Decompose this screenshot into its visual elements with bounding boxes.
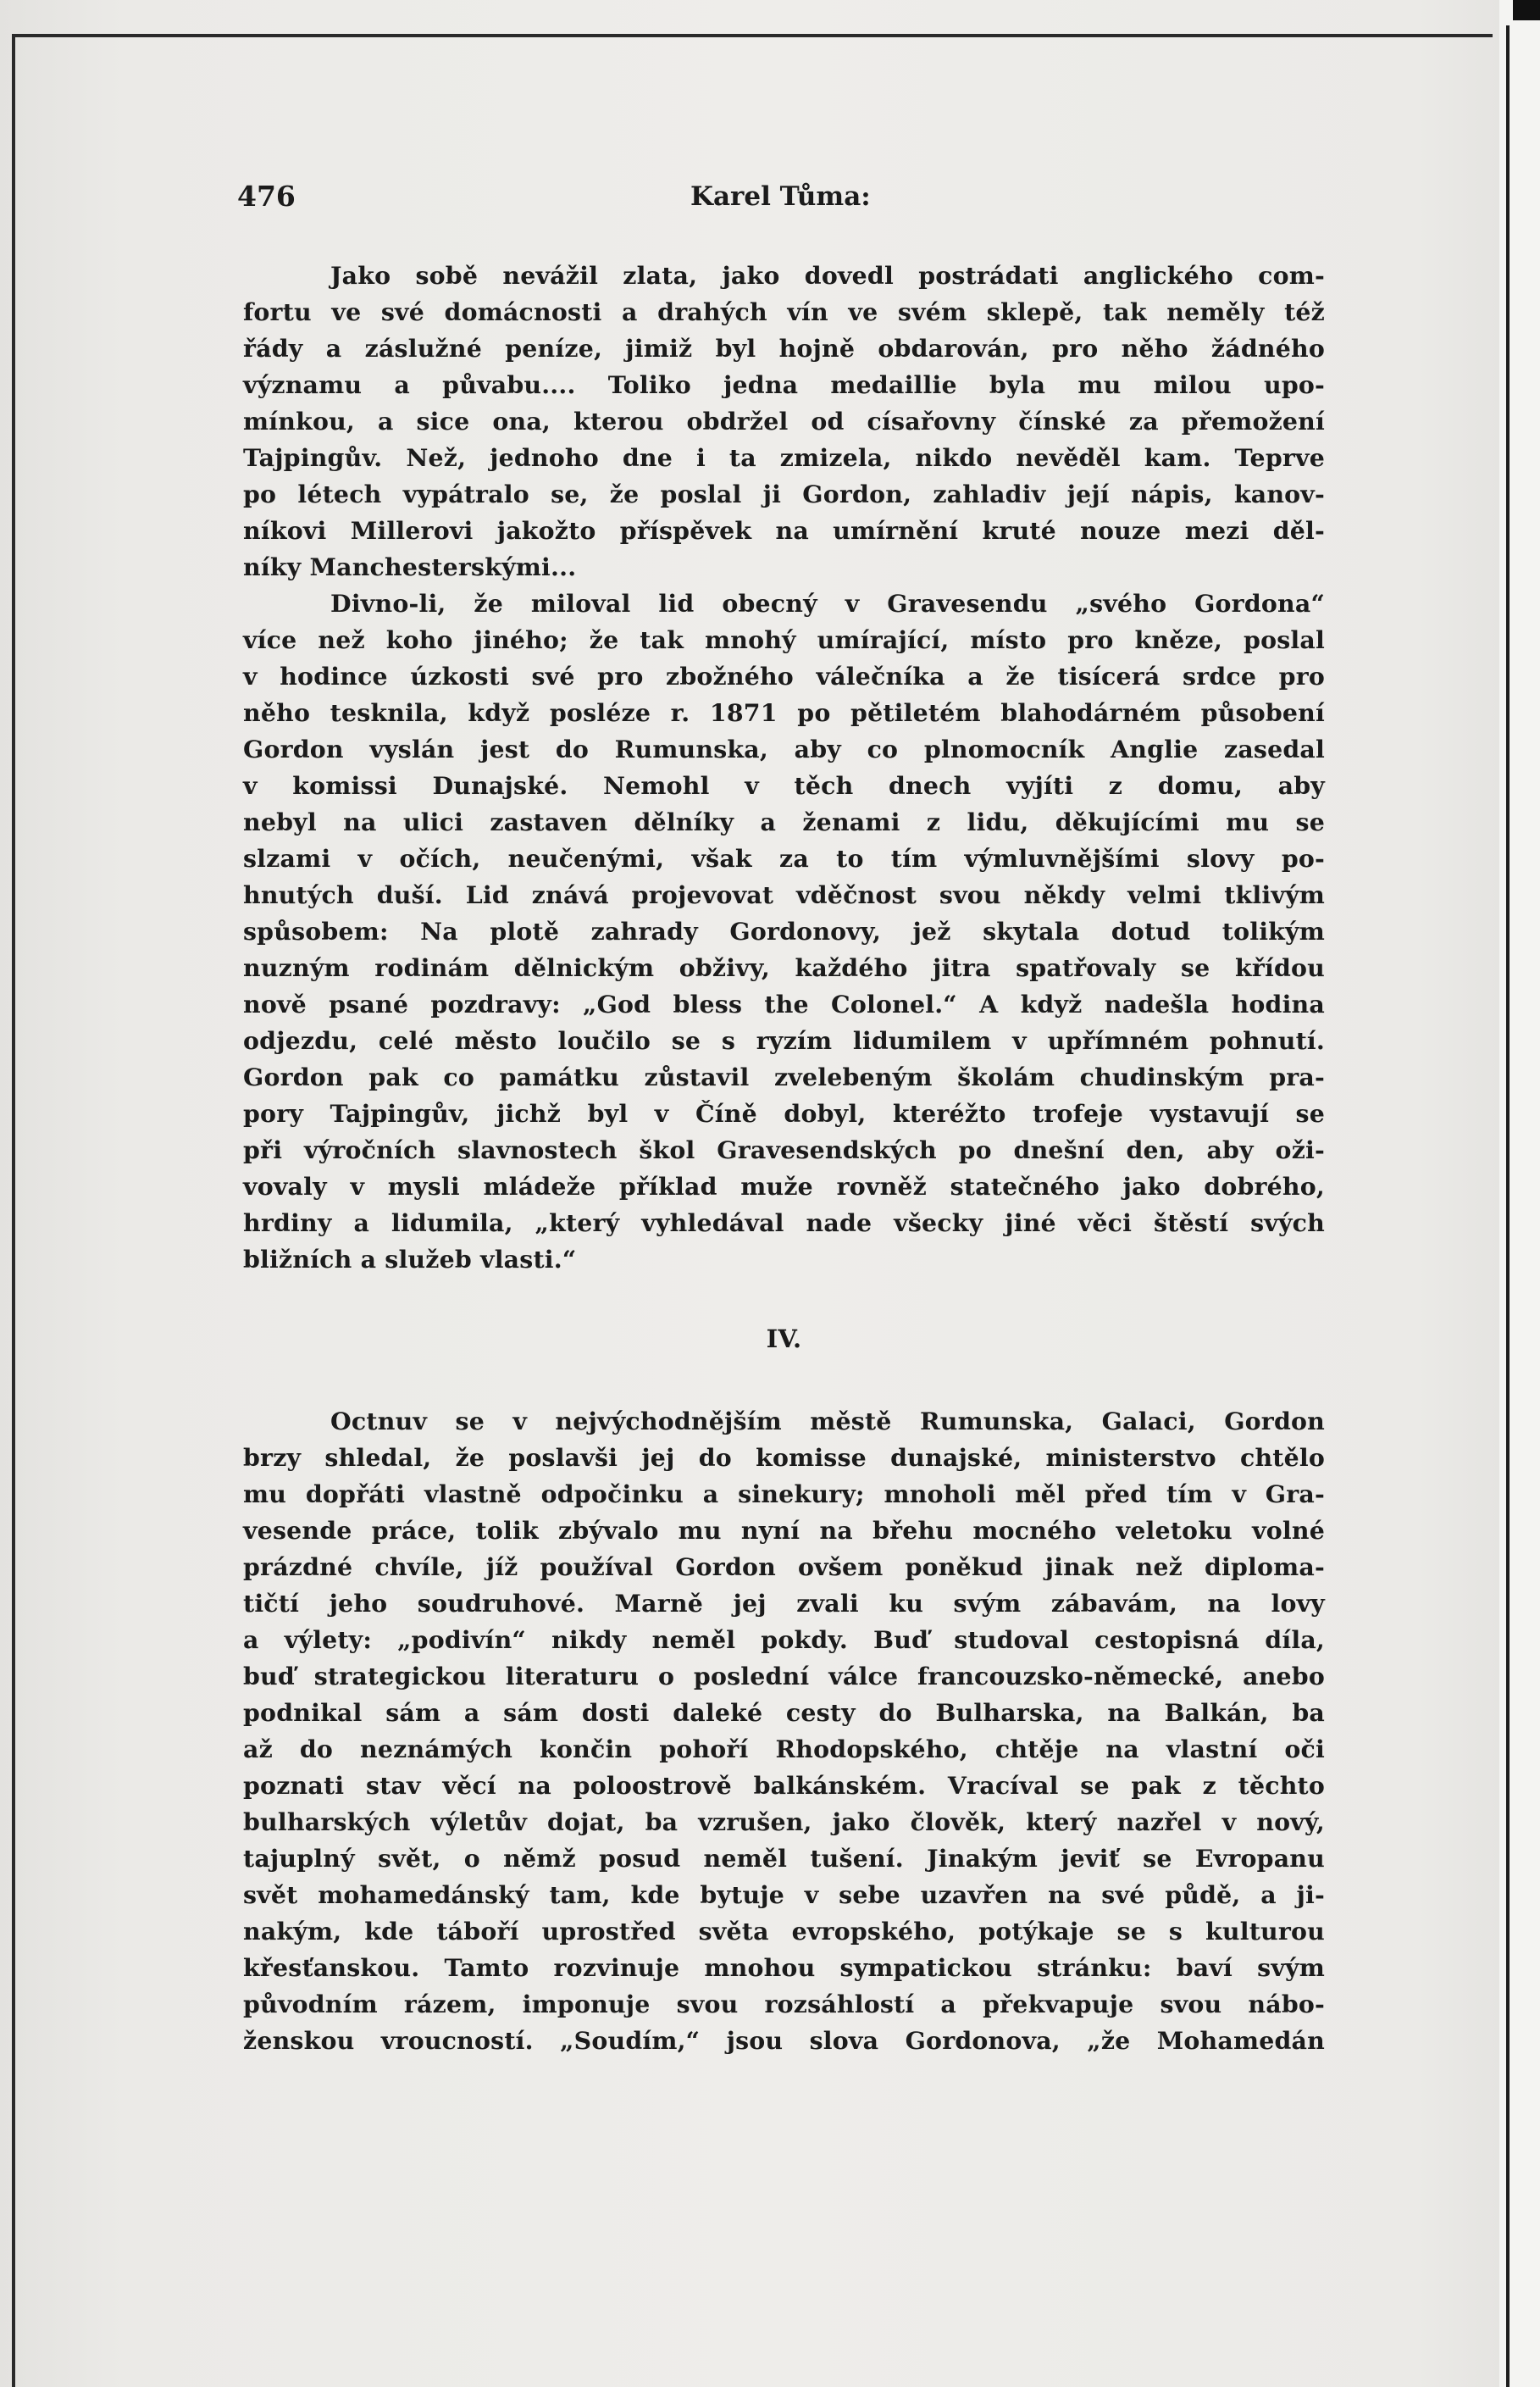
- text-line: níky Manchesterskými...: [243, 552, 577, 581]
- text-line: a výlety: „podivín“ nikdy neměl pokdy. Buď studoval cestopisná díla,: [243, 1625, 1325, 1654]
- running-header: [0, 180, 1540, 227]
- text-line: podnikal sám a sám dosti daleké cesty do Bulharska, na Balkán, ba: [243, 1698, 1325, 1727]
- text-line: nově psané pozdravy: „God bless the Colonel.“ A když nadešla hodina: [243, 990, 1325, 1019]
- text-line: až do neznámých končin pohoří Rhodopského, chtěje na vlastní oči: [243, 1735, 1325, 1763]
- text-line: v hodince úzkosti své pro zbožného válečníka a že tisícerá srdce pro: [243, 662, 1325, 691]
- page-number: 476: [237, 180, 296, 213]
- text-line: mínkou, a sice ona, kterou obdržel od císařovny čínské za přemožení: [243, 407, 1325, 436]
- header-author-title: Karel Tůma:: [690, 181, 871, 212]
- text-line: poznati stav věcí na poloostrově balkánském. Vracíval se pak z těchto: [243, 1771, 1325, 1800]
- text-line: svět mohamedánský tam, kde bytuje v sebe uzavřen na své půdě, a ji-: [243, 1880, 1325, 1909]
- text-line: nebyl na ulici zastaven dělníky a ženami z lidu, děkujícími mu se: [243, 808, 1325, 836]
- section-heading: IV.: [766, 1324, 802, 1353]
- text-line: vovaly v mysli mládeže příklad muže rovněž statečného jako dobrého,: [243, 1172, 1325, 1201]
- text-line: tajuplný svět, o němž posud neměl tušení. Jinakým jeviť se Evropanu: [243, 1844, 1325, 1873]
- text-line: více než koho jiného; že tak mnohý umírající, místo pro kněze, poslal: [243, 625, 1325, 654]
- paragraph-3: [243, 1403, 1325, 2059]
- scan-frame-left-border: [12, 34, 15, 2387]
- text-line: fortu ve své domácnosti a drahých vín ve svém sklepě, tak neměly též: [243, 297, 1325, 326]
- text-line: buď strategickou literaturu o poslední válce francouzsko-německé, anebo: [243, 1662, 1325, 1690]
- text-line: Gordon pak co památku zůstavil zvelebeným školám chudinským pra-: [243, 1063, 1325, 1091]
- scan-right-border: [1506, 25, 1510, 2387]
- text-line: hrdiny a lidumila, „který vyhledával nade všecky jiné věci štěstí svých: [243, 1208, 1325, 1237]
- text-line: při výročních slavnostech škol Gravesendských po dnešní den, aby oži-: [243, 1135, 1325, 1164]
- text-line: tičtí jeho soudruhové. Marně jej zvali ku svým zábavám, na lovy: [243, 1589, 1325, 1618]
- text-line: mu dopřáti vlastně odpočinku a sinekury; mnoholi měl před tím v Gra-: [243, 1479, 1325, 1508]
- text-line: Jako sobě nevážil zlata, jako dovedl postrádati anglického com-: [330, 261, 1325, 290]
- text-line: brzy shledal, že poslavši jej do komisse dunajské, ministerstvo chtělo: [243, 1443, 1325, 1472]
- text-line: Divno-li, že miloval lid obecný v Gravesendu „svého Gordona“: [330, 589, 1325, 618]
- text-line: Tajpingův. Než, jednoho dne i ta zmizela, nikdo nevěděl kam. Teprve: [243, 443, 1325, 472]
- text-line: řády a záslužné peníze, jimiž byl hojně obdarován, pro něho žádného: [243, 334, 1325, 363]
- text-line: hnutých duší. Lid znává projevovat vděčnost svou někdy velmi tklivým: [243, 880, 1325, 909]
- text-line: nakým, kde táboří uprostřed světa evropského, potýkaje se s kulturou: [243, 1917, 1325, 1946]
- paragraph-1: [243, 258, 1325, 586]
- text-line: níkovi Millerovi jakožto příspěvek na umírnění kruté nouze mezi děl-: [243, 516, 1325, 545]
- text-line: Gordon vyslán jest do Rumunska, aby co plnomocník Anglie zasedal: [243, 735, 1325, 763]
- text-line: spůsobem: Na plotě zahrady Gordonovy, jež skytala dotud tolikým: [243, 917, 1325, 946]
- text-line: původním rázem, imponuje svou rozsáhlostí a překvapuje svou nábo-: [243, 1990, 1325, 2018]
- text-line: prázdné chvíle, jíž používal Gordon ovšem poněkud jinak než diploma-: [243, 1552, 1325, 1581]
- scan-frame-top-border: [12, 34, 1493, 37]
- text-line: slzami v očích, neučenými, však za to tím výmluvnějšími slovy po-: [243, 844, 1325, 873]
- text-line: křesťanskou. Tamto rozvinuje mnohou sympatickou stránku: baví svým: [243, 1953, 1325, 1982]
- text-line: vesende práce, tolik zbývalo mu nyní na břehu mocného veletoku volné: [243, 1516, 1325, 1545]
- text-line: nuzným rodinám dělnickým obživy, každého jitra spatřovaly se křídou: [243, 953, 1325, 982]
- text-line: bulharských výletův dojat, ba vzrušen, jako člověk, který nazřel v nový,: [243, 1807, 1325, 1836]
- text-line: Octnuv se v nejvýchodnějším městě Rumunska, Galaci, Gordon: [330, 1407, 1325, 1435]
- text-line: ženskou vroucností. „Soudím,“ jsou slova Gordonova, „že Mohamedán: [243, 2026, 1325, 2055]
- text-line: bližních a služeb vlasti.“: [243, 1245, 577, 1274]
- text-line: v komissi Dunajské. Nemohl v těch dnech vyjíti z domu, aby: [243, 771, 1325, 800]
- text-line: významu a půvabu.... Toliko jedna medaillie byla mu milou upo-: [243, 370, 1325, 399]
- text-line: něho tesknila, když posléze r. 1871 po pětiletém blahodárném působení: [243, 698, 1325, 727]
- text-line: po létech vypátralo se, že poslal ji Gordon, zahladiv její nápis, kanov-: [243, 480, 1325, 508]
- paragraph-2: [243, 586, 1325, 1278]
- body-text: [243, 258, 1325, 2059]
- text-line: pory Tajpingův, jichž byl v Číně dobyl, kteréžto trofeje vystavují se: [243, 1099, 1325, 1128]
- scan-corner-mark: [1513, 0, 1540, 20]
- text-line: odjezdu, celé město loučilo se s ryzím lidumilem v upřímném pohnutí.: [243, 1026, 1325, 1055]
